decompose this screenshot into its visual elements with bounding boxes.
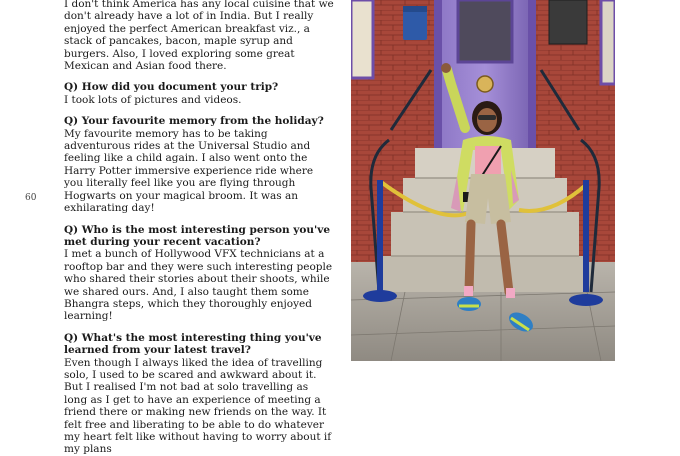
door-window — [458, 0, 512, 62]
door-knocker — [477, 76, 493, 92]
plaque — [549, 0, 587, 44]
stanchion-left — [377, 180, 383, 292]
right-window — [601, 0, 615, 84]
travel-photo — [351, 0, 615, 361]
question-4: Q) What's the most interesting thing you've learned from your latest travel? — [64, 331, 322, 357]
intro-paragraph: I don't think America has any local cuisine that we don't already have a lot of in India. But I really enjoyed the perfect American breakfast viz., a stack of pancakes, bacon, maple syrup and burgers. Also, I loved exploring some great Mexican and Asian food there. — [64, 0, 334, 73]
question-1: Q) How did you document your trip? — [64, 81, 279, 94]
answer-4: Even though I always liked the idea of travelling solo, I used to be scared and awkward about it. But I realised I'm not bad at solo travelling as long as I get to have an experience of meeting a friend there or making new friends on the way. It felt free and liberating to be able to do whatever my heart felt like without having to worry about if my plans — [64, 356, 332, 456]
answer-2: My favourite memory has to be taking adventurous rides at the Universal Studio and feeling like a child again. I also went onto the Harry Potter immersive experience ride where you literally feel like you are flying through Hogwarts on your magical broom. It was an exhilarating day! — [64, 127, 314, 215]
step-bottom — [381, 256, 589, 292]
answer-1: I took lots of pictures and videos. — [64, 93, 242, 106]
stanchion-right — [583, 180, 589, 292]
left-window — [351, 0, 373, 78]
page-number: 60 — [25, 193, 37, 203]
answer-3: I met a bunch of Hollywood VFX technicians at a rooftop bar and they were such interesting people who shared their stories about their shoots, while we shared ours. And, I also taught them some Bhangra steps, which they thoroughly enjoyed learning! — [64, 248, 333, 323]
question-3: Q) Who is the most interesting person you've met during your recent vacation? — [64, 223, 331, 248]
interview-text — [64, 0, 334, 456]
question-2: Q) Your favourite memory from the holiday? — [64, 115, 324, 128]
